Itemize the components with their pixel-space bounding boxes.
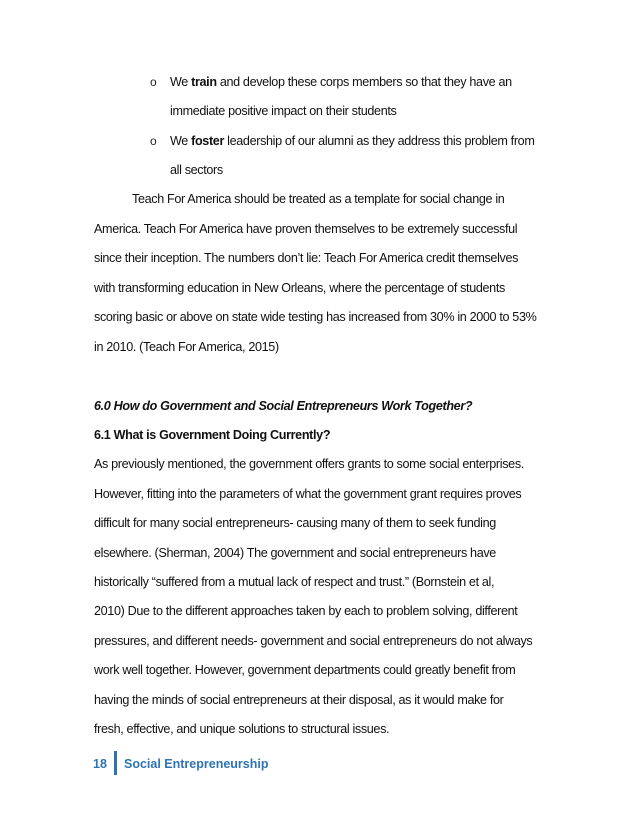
bullet-text-pre: We <box>170 134 192 148</box>
paragraph-line: 2010) Due to the different approaches taken by each to problem solving, different <box>94 604 518 618</box>
footer-title: Social Entrepreneurship <box>124 757 269 771</box>
paragraph-line: pressures, and different needs- government and social entrepreneurs do not always <box>94 634 533 648</box>
paragraph-line: As previously mentioned, the government offers grants to some social enterprises. <box>94 457 524 471</box>
subsection-heading: 6.1 What is Government Doing Currently? <box>94 428 331 442</box>
paragraph-line: scoring basic or above on state wide testing has increased from 30% in 2000 to 53% <box>94 310 537 324</box>
bullet-text-bold: train <box>191 75 217 89</box>
paragraph-line: having the minds of social entrepreneurs at their disposal, as it would make for <box>94 693 504 707</box>
bullet-continuation: immediate positive impact on their students <box>170 104 397 118</box>
bullet-text-post: leadership of our alumni as they address this problem from <box>224 134 535 148</box>
page-number: 18 <box>93 757 107 771</box>
bullet-marker: o <box>150 134 157 148</box>
bullet-text-bold: foster <box>191 134 225 148</box>
paragraph-line: work well together. However, government departments could greatly benefit from <box>94 663 516 677</box>
bullet-continuation: all sectors <box>170 163 223 177</box>
paragraph-line: difficult for many social entrepreneurs- causing many of them to seek funding <box>94 516 496 530</box>
footer-divider <box>114 751 117 775</box>
paragraph-line: America. Teach For America have proven themselves to be extremely successful <box>94 222 518 236</box>
bullet-marker: o <box>150 75 157 89</box>
bullet-line <box>170 133 534 149</box>
paragraph-line: Teach For America should be treated as a template for social change in <box>132 192 505 206</box>
bullet-text-post: and develop these corps members so that they have an <box>216 75 512 89</box>
paragraph-line: with transforming education in New Orleans, where the percentage of students <box>94 281 505 295</box>
paragraph-line: However, fitting into the parameters of what the government grant requires proves <box>94 487 522 501</box>
paragraph-line: fresh, effective, and unique solutions to structural issues. <box>94 722 390 736</box>
paragraph-line: historically “suffered from a mutual lack of respect and trust.” (Bornstein et al, <box>94 575 495 589</box>
bullet-text-pre: We <box>170 75 192 89</box>
paragraph-line: in 2010. (Teach For America, 2015) <box>94 340 279 354</box>
section-heading: 6.0 How do Government and Social Entrepreneurs Work Together? <box>94 399 473 413</box>
bullet-line <box>170 74 512 90</box>
paragraph-line: since their inception. The numbers don’t lie: Teach For America credit themselves <box>94 251 519 265</box>
paragraph-line: elsewhere. (Sherman, 2004) The government and social entrepreneurs have <box>94 546 496 560</box>
